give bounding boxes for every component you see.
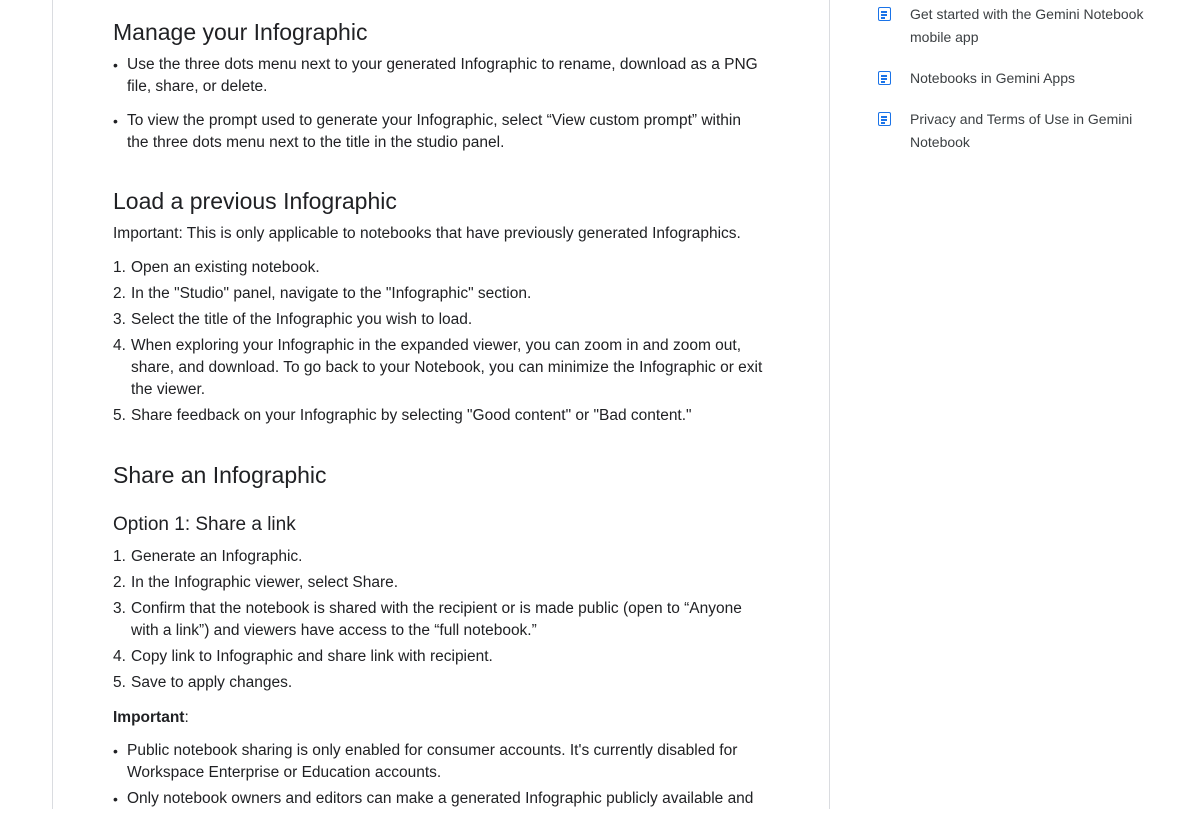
text-line: Generate an Infographic. — [131, 548, 303, 565]
heading-share-infographic: Share an Infographic — [113, 462, 327, 488]
important-colon: : — [184, 709, 189, 726]
load-steps-list — [113, 257, 773, 427]
text-line: Select the title of the Infographic you wish to load. — [131, 311, 473, 328]
text-line: In the "Studio" panel, navigate to the "Infographic" section. — [131, 285, 532, 302]
text-line: file, share, or delete. — [127, 78, 268, 95]
text-line: Notebook — [910, 134, 970, 150]
text-line: • Use the three dots menu next to your generated Infographic to rename, download as a PNG — [127, 56, 758, 73]
text-line: When exploring your Infographic in the expanded viewer, you can zoom in and zoom out, — [131, 337, 742, 354]
manage-bullet-list — [113, 54, 773, 154]
step-number: 5. — [113, 674, 126, 691]
text-line: Notebooks in Gemini Apps — [910, 70, 1075, 86]
load-step-4 — [113, 335, 773, 401]
share-step-1 — [113, 546, 773, 568]
text-line: Save to apply changes. — [131, 674, 293, 691]
text-line: Workspace Enterprise or Education accounts. — [127, 764, 442, 781]
load-step-2 — [113, 283, 773, 305]
share-important-label — [113, 707, 189, 729]
step-number: 1. — [113, 259, 126, 276]
text-line: Copy link to Infographic and share link with recipient. — [131, 648, 493, 665]
related-link-notebooks-in-gemini-apps[interactable] — [877, 67, 1177, 90]
article-icon — [878, 7, 891, 21]
text-line: share, and download. To go back to your Notebook, you can minimize the Infographic or exit — [131, 359, 763, 376]
step-number: 4. — [113, 337, 126, 354]
heading-manage-infographic: Manage your Infographic — [113, 19, 368, 45]
load-step-1 — [113, 257, 773, 279]
share-steps-list — [113, 546, 773, 694]
related-link-gemini-notebook-mobile-app[interactable] — [877, 3, 1177, 49]
text-line: Get started with the Gemini Notebook — [910, 6, 1144, 22]
share-step-4 — [113, 646, 773, 668]
text-line: the viewer. — [131, 381, 206, 398]
text-line: Privacy and Terms of Use in Gemini — [910, 111, 1133, 127]
text-line: the three dots menu next to the title in the studio panel. — [127, 134, 505, 151]
share-important-bullet-1 — [113, 740, 773, 784]
related-link-label — [910, 3, 1150, 49]
text-line: with a link”) and viewers have access to the “full notebook.” — [131, 622, 537, 639]
heading-load-previous-infographic: Load a previous Infographic — [113, 188, 397, 214]
manage-bullet-1 — [113, 54, 773, 98]
text-line: • To view the prompt used to generate your Infographic, select “View custom prompt” within — [127, 112, 741, 129]
text-line: • Only notebook owners and editors can make a generated Infographic publicly available and — [127, 790, 754, 807]
related-link-label — [910, 108, 1150, 154]
step-number: 3. — [113, 600, 126, 617]
share-important-bullet-2 — [113, 788, 773, 810]
load-important-note: Important: This is only applicable to notebooks that have previously generated Infographics. — [113, 225, 741, 242]
article-icon — [878, 112, 891, 126]
important-text: Important — [113, 709, 185, 726]
related-link-label — [910, 67, 1150, 90]
manage-bullet-2 — [113, 110, 773, 154]
text-line: Confirm that the notebook is shared with the recipient or is made public (open to “Anyone — [131, 600, 742, 617]
share-step-5 — [113, 672, 773, 694]
step-number: 3. — [113, 311, 126, 328]
article-icon — [878, 71, 891, 85]
share-step-2 — [113, 572, 773, 594]
step-number: 1. — [113, 548, 126, 565]
text-line: • Public notebook sharing is only enabled for consumer accounts. It's currently disabled for — [127, 742, 738, 759]
step-number: 2. — [113, 285, 126, 302]
share-important-bullets — [113, 740, 773, 810]
load-step-5 — [113, 405, 773, 427]
text-line: Open an existing notebook. — [131, 259, 320, 276]
step-number: 4. — [113, 648, 126, 665]
related-link-privacy-terms-gemini-notebook[interactable] — [877, 108, 1177, 154]
text-line: Share feedback on your Infographic by selecting "Good content" or "Bad content." — [131, 407, 692, 424]
text-line: mobile app — [910, 29, 979, 45]
heading-option-1-share-link: Option 1: Share a link — [113, 514, 296, 535]
text-line: In the Infographic viewer, select Share. — [131, 574, 399, 591]
step-number: 2. — [113, 574, 126, 591]
load-step-3 — [113, 309, 773, 331]
share-step-3 — [113, 598, 773, 642]
step-number: 5. — [113, 407, 126, 424]
